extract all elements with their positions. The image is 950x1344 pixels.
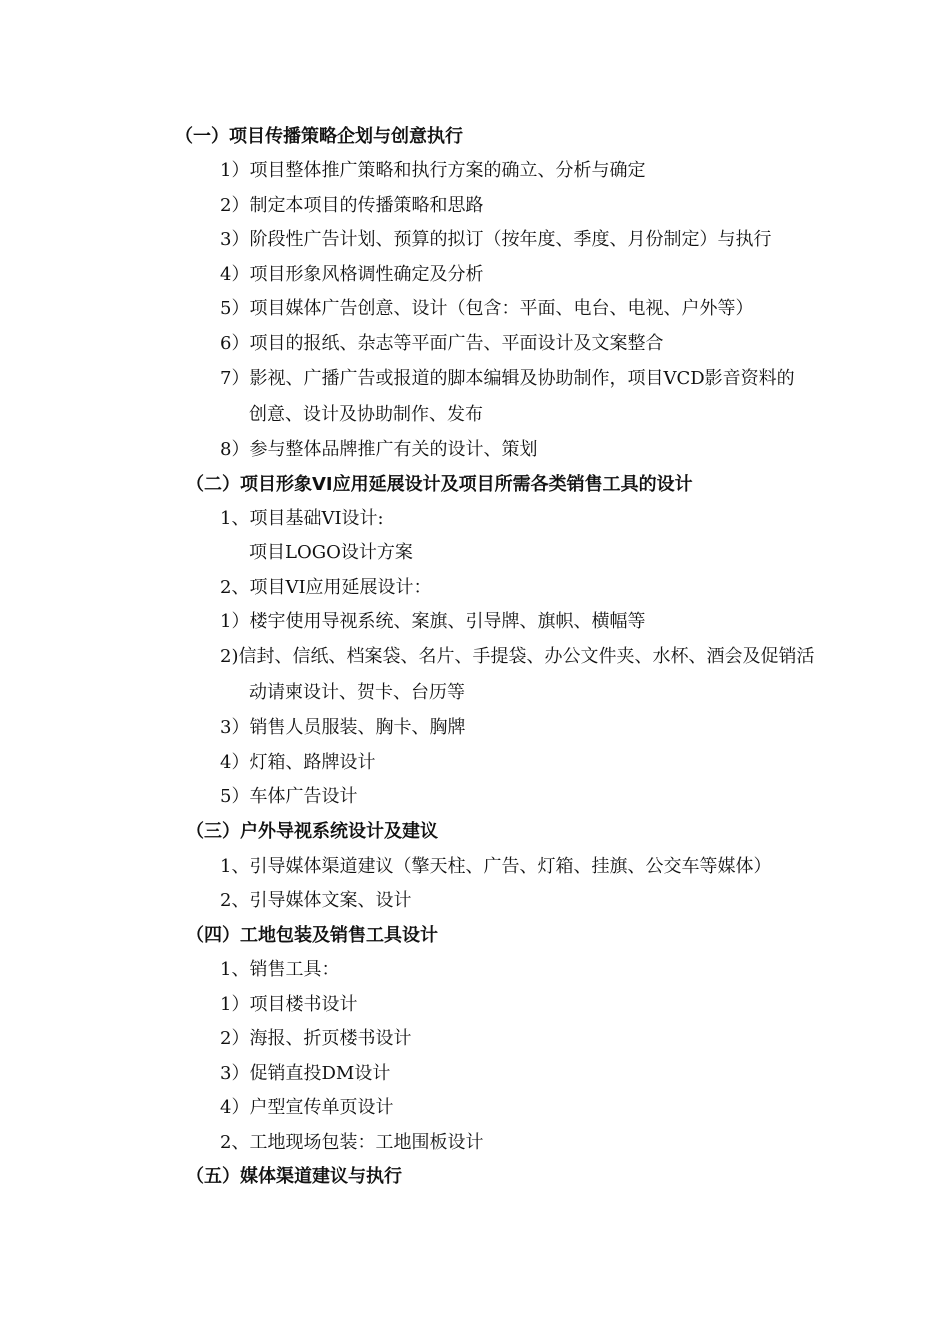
list-item: 1、销售工具： xyxy=(220,959,340,980)
list-item: 3）促销直投DM设计 xyxy=(220,1063,391,1084)
list-item: 3）阶段性广告计划、预算的拟订（按年度、季度、月份制定）与执行 xyxy=(220,229,772,250)
list-item: 1、项目基础VI设计: xyxy=(220,508,384,529)
list-item: 1）楼宇使用导视系统、案旗、引导牌、旗帜、横幅等 xyxy=(220,611,646,632)
list-item: 2、工地现场包装：工地围板设计 xyxy=(220,1132,484,1153)
section-heading-2: （二）项目形象VI应用延展设计及项目所需各类销售工具的设计 xyxy=(186,474,693,495)
list-item: 2、项目VI应用延展设计： xyxy=(220,577,432,598)
list-item: 4）灯箱、路牌设计 xyxy=(220,752,376,773)
list-item: 3）销售人员服装、胸卡、胸牌 xyxy=(220,717,466,738)
section-heading-5: （五）媒体渠道建议与执行 xyxy=(186,1166,402,1187)
list-item-continuation: 动请柬设计、贺卡、台历等 xyxy=(249,682,465,703)
list-item: 2)信封、信纸、档案袋、名片、手提袋、办公文件夹、水杯、酒会及促销活 xyxy=(220,646,815,667)
list-item: 6）项目的报纸、杂志等平面广告、平面设计及文案整合 xyxy=(220,333,664,354)
list-item: 1、引导媒体渠道建议（擎天柱、广告、灯箱、挂旗、公交车等媒体） xyxy=(220,856,772,877)
list-item: 4）户型宣传单页设计 xyxy=(220,1097,394,1118)
list-item: 5）车体广告设计 xyxy=(220,786,358,807)
list-item: 1）项目楼书设计 xyxy=(220,994,358,1015)
list-item: 4）项目形象风格调性确定及分析 xyxy=(220,264,484,285)
list-item: 7）影视、广播广告或报道的脚本编辑及协助制作，项目VCD影音资料的 xyxy=(220,368,795,389)
list-item: 1）项目整体推广策略和执行方案的确立、分析与确定 xyxy=(220,160,646,181)
list-item-continuation: 创意、设计及协助制作、发布 xyxy=(249,404,483,425)
list-item: 2）海报、折页楼书设计 xyxy=(220,1028,412,1049)
list-item: 2、引导媒体文案、设计 xyxy=(220,890,412,911)
section-heading-1: （一）项目传播策略企划与创意执行 xyxy=(175,126,463,147)
list-item: 2）制定本项目的传播策略和思路 xyxy=(220,195,484,216)
section-heading-4: （四）工地包装及销售工具设计 xyxy=(186,925,438,946)
list-item: 5）项目媒体广告创意、设计（包含：平面、电台、电视、户外等） xyxy=(220,298,754,319)
section-heading-3: （三）户外导视系统设计及建议 xyxy=(186,821,438,842)
list-item: 8）参与整体品牌推广有关的设计、策划 xyxy=(220,439,538,460)
list-item-continuation: 项目LOGO设计方案 xyxy=(249,542,413,563)
